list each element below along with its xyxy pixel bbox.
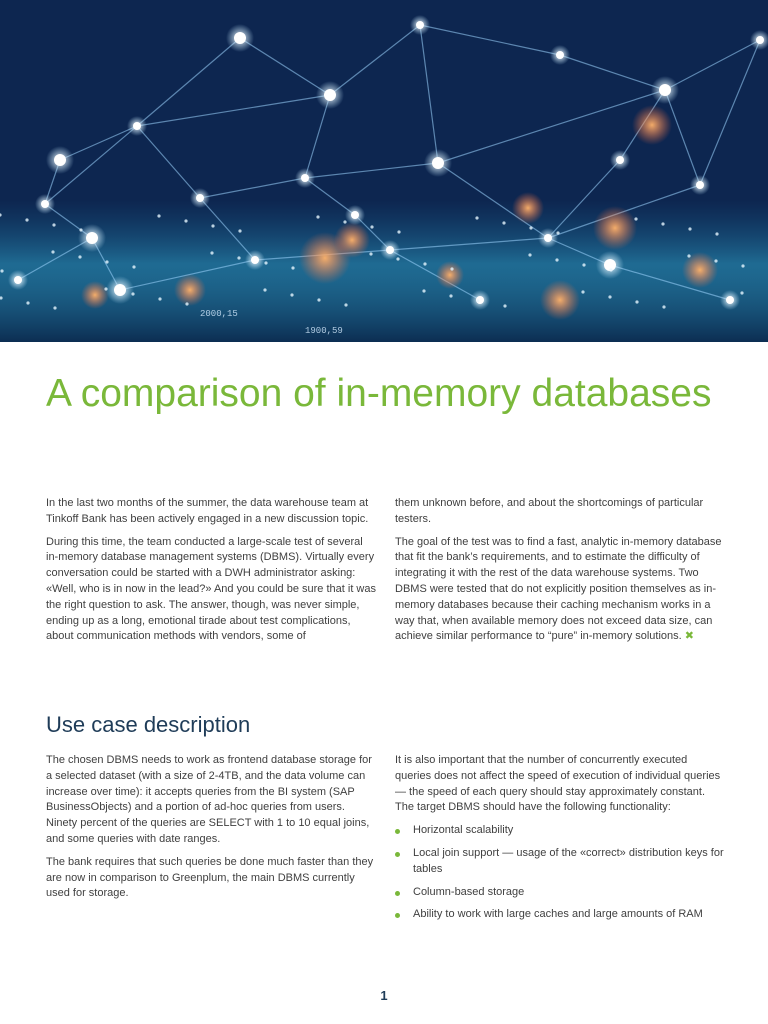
sparkle-dot bbox=[450, 267, 453, 270]
sparkle-dot bbox=[688, 227, 691, 230]
list-item: Local join support — usage of the «correct» distribution keys for tables bbox=[395, 846, 725, 878]
sparkle-dot bbox=[396, 257, 399, 260]
paragraph: In the last two months of the summer, the data warehouse team at Tinkoff Bank has been actively engaged in a new discussion topic. bbox=[46, 497, 369, 525]
network-node bbox=[14, 276, 22, 284]
network-node bbox=[41, 200, 49, 208]
sparkle-dot bbox=[237, 256, 240, 259]
sparkle-dot bbox=[105, 260, 108, 263]
sparkle-dot bbox=[26, 301, 29, 304]
sparkle-dot bbox=[132, 265, 135, 268]
sparkle-dot bbox=[687, 254, 690, 257]
functionality-list bbox=[395, 823, 725, 923]
paragraph: them unknown before, and about the shortcomings of particular testers. bbox=[395, 497, 704, 525]
network-node bbox=[234, 32, 246, 44]
sparkle-dot bbox=[608, 295, 611, 298]
network-node bbox=[351, 211, 359, 219]
network-node bbox=[54, 154, 66, 166]
sparkle-dot bbox=[211, 224, 214, 227]
sparkle-dot bbox=[210, 251, 213, 254]
sparkle-dot bbox=[449, 294, 452, 297]
network-node bbox=[756, 36, 764, 44]
bokeh-light bbox=[334, 222, 370, 258]
sparkle-dot bbox=[53, 306, 56, 309]
paragraph: It is also important that the number of concurrently executed queries does not affect the speed of execution of individual queries — the speed of each query should stay approximately constant. The target DBMS should have the following functionality: bbox=[395, 754, 721, 814]
network-node bbox=[251, 256, 259, 264]
sparkle-dot bbox=[423, 262, 426, 265]
sparkle-dot bbox=[661, 222, 664, 225]
network-nodes-illustration bbox=[0, 0, 768, 342]
page-title: A comparison of in-memory databases bbox=[46, 372, 712, 415]
sparkle-dot bbox=[291, 266, 294, 269]
bokeh-light bbox=[174, 274, 206, 306]
sparkle-dot bbox=[529, 226, 532, 229]
intro-right-column bbox=[395, 496, 725, 652]
page-number: 1 bbox=[380, 988, 388, 1003]
bokeh-light bbox=[81, 281, 109, 309]
sparkle-dot bbox=[185, 302, 188, 305]
intro-left-column bbox=[46, 496, 376, 652]
sparkle-dot bbox=[609, 268, 612, 271]
sparkle-dot bbox=[131, 292, 134, 295]
sparkle-dot bbox=[581, 290, 584, 293]
network-node bbox=[114, 284, 126, 296]
sparkle-dot bbox=[369, 252, 372, 255]
sparkle-dot bbox=[104, 287, 107, 290]
network-node bbox=[416, 21, 424, 29]
sparkle-dot bbox=[25, 218, 28, 221]
list-item: Ability to work with large caches and large amounts of RAM bbox=[395, 907, 725, 923]
bokeh-light bbox=[593, 206, 637, 250]
sparkle-dot bbox=[0, 269, 3, 272]
network-node bbox=[659, 84, 671, 96]
sparkle-dot bbox=[715, 232, 718, 235]
sparkle-dot bbox=[263, 288, 266, 291]
sparkle-dot bbox=[157, 214, 160, 217]
sparkle-dot bbox=[78, 255, 81, 258]
sparkle-dot bbox=[634, 217, 637, 220]
sparkle-dot bbox=[238, 229, 241, 232]
sparkle-dot bbox=[740, 291, 743, 294]
sparkle-dot bbox=[556, 231, 559, 234]
network-node bbox=[432, 157, 444, 169]
bokeh-light bbox=[540, 280, 580, 320]
sparkle-dot bbox=[475, 216, 478, 219]
sparkle-dot bbox=[344, 303, 347, 306]
overlay-number: 2000,15 bbox=[200, 309, 238, 319]
network-node bbox=[386, 246, 394, 254]
sparkle-dot bbox=[397, 230, 400, 233]
sparkle-dot bbox=[79, 228, 82, 231]
use-case-right-column bbox=[395, 753, 725, 930]
sparkle-dot bbox=[555, 258, 558, 261]
network-node bbox=[133, 122, 141, 130]
network-node bbox=[544, 234, 552, 242]
network-node bbox=[324, 89, 336, 101]
bokeh-light bbox=[436, 261, 464, 289]
sparkle-dot bbox=[503, 304, 506, 307]
network-node bbox=[616, 156, 624, 164]
sparkle-dot bbox=[582, 263, 585, 266]
sparkle-dot bbox=[158, 297, 161, 300]
list-item: Horizontal scalability bbox=[395, 823, 725, 839]
paragraph: The bank requires that such queries be done much faster than they are now in comparison to Greenplum, the main DBMS currently used for storage. bbox=[46, 855, 374, 900]
network-node bbox=[726, 296, 734, 304]
sparkle-dot bbox=[370, 225, 373, 228]
network-node bbox=[86, 232, 98, 244]
overlay-number: 1900,59 bbox=[305, 326, 343, 336]
network-node bbox=[301, 174, 309, 182]
sparkle-dot bbox=[52, 223, 55, 226]
sparkle-dot bbox=[741, 264, 744, 267]
sparkle-dot bbox=[528, 253, 531, 256]
sparkle-dot bbox=[264, 261, 267, 264]
sparkle-dot bbox=[422, 289, 425, 292]
sparkle-dot bbox=[316, 215, 319, 218]
bokeh-light bbox=[632, 105, 672, 145]
sparkle-dot bbox=[290, 293, 293, 296]
sparkle-dot bbox=[662, 305, 665, 308]
network-node bbox=[556, 51, 564, 59]
sparkle-dot bbox=[502, 221, 505, 224]
sparkle-dot bbox=[343, 220, 346, 223]
section-heading: Use case description bbox=[46, 712, 251, 737]
bokeh-light bbox=[512, 192, 544, 224]
sparkle-dot bbox=[476, 299, 479, 302]
use-case-left-column bbox=[46, 753, 376, 909]
hero-image bbox=[0, 0, 768, 342]
sparkle-dot bbox=[317, 298, 320, 301]
sparkle-dot bbox=[635, 300, 638, 303]
sparkle-dot bbox=[714, 259, 717, 262]
network-node bbox=[196, 194, 204, 202]
bokeh-light bbox=[682, 252, 718, 288]
list-item: Column-based storage bbox=[395, 885, 725, 901]
network-node bbox=[696, 181, 704, 189]
sparkle-dot bbox=[184, 219, 187, 222]
paragraph: The chosen DBMS needs to work as frontend database storage for a selected dataset (with a size of 2-4TB, and the data volume can increase over time): it accepts queries from the BI system (SAP BusinessObjects) and a portion of ad-hoc queries from users. Ninety percent of the queries are SELECT with 1 to 10 equal joins, and some queries with date ranges. bbox=[46, 754, 372, 845]
paragraph-text: The goal of the test was to find a fast, analytic in-memory database that fit the bank’s requirements, and to estimate the difficulty of integrating it with the rest of the data warehouse systems. Two DBMS were tested that do not explicitly position themselves as in-memory databases because their caching mechanism works in a way that, when available memory does not exceed data size, can achieve similar performance to “pure” in-memory solutions. bbox=[395, 535, 722, 643]
paragraph: During this time, the team conducted a large-scale test of several in-memory database management systems (DBMS). Virtually every conversation could be started with a DWH administrator asking: «Well, who is in now in the lead?» And you could be sure that it was the right question to ask. The answer, though, was never simple, ending up as a long, emotional tirade about test complications, about communication methods with vendors, some of bbox=[46, 535, 376, 643]
end-mark-icon: ✖ bbox=[684, 630, 694, 643]
sparkle-dot bbox=[51, 250, 54, 253]
paragraph-with-end-mark bbox=[395, 535, 725, 646]
